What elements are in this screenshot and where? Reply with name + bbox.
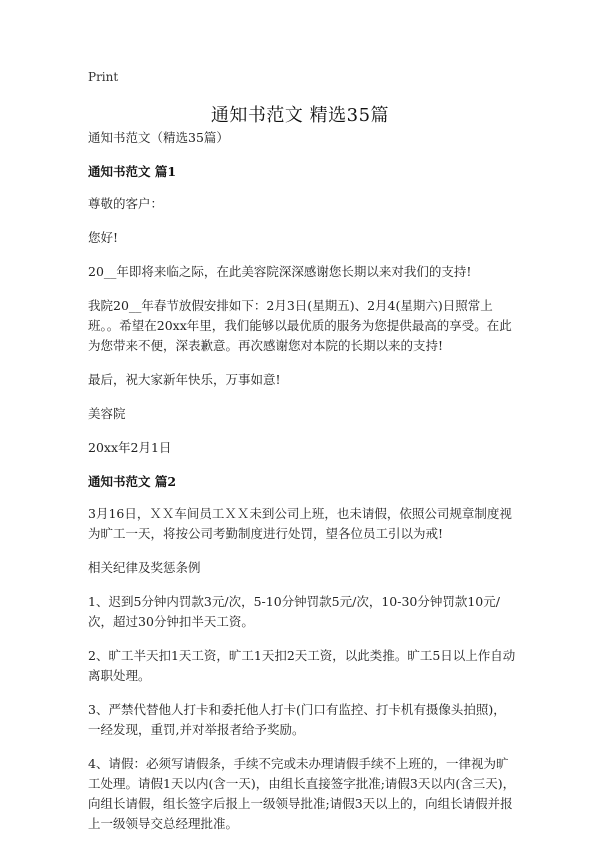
greeting: 您好! [88, 230, 119, 245]
salutation: 尊敬的客户： [88, 196, 164, 211]
list-item: 3、严禁代替他人打卡和委托他人打卡(门口有监控、打卡机有摄像头拍照)，一经发现，重罚,并对举报者给予奖励。 [88, 702, 506, 737]
paragraph: 20__年即将来临之际，在此美容院深深感谢您长期以来对我们的支持! [88, 264, 472, 279]
list-item: 2、旷工半天扣1天工资，旷工1天扣2天工资，以此类推。旷工5日以上作自动离职处理。 [88, 648, 516, 683]
signature-date: 20xx年2月1日 [88, 440, 172, 455]
paragraph: 最后，祝大家新年快乐，万事如意! [88, 372, 281, 387]
paragraph: 我院20__年春节放假安排如下：2月3日(星期五)、2月4(星期六)日照常上班。。希望在20xx年里，我们能够以最优质的服务为您提供最高的享受。在此为您带来不便，深表歉意。再次感谢您对本院的长期以来的支持! [88, 298, 512, 353]
print-label: Print [88, 70, 119, 84]
document-subtitle: 通知书范文（精选35篇） [88, 130, 229, 145]
document-body [88, 128, 518, 847]
paragraph: 相关纪律及奖惩条例 [88, 560, 201, 575]
section-heading-1: 通知书范文 篇1 [88, 164, 177, 179]
section-heading-2: 通知书范文 篇2 [88, 474, 177, 489]
list-item: 4、请假：必须写请假条，手续不完或未办理请假手续不上班的，一律视为旷工处理。请假1天以内(含一天)，由组长直接签字批准;请假3天以内(含三天)，向组长请假，组长签字后报上一级领导批准;请假3天以上的，向组长请假并报上一级领导交总经理批准。 [88, 756, 516, 831]
list-item: 1、迟到5分钟内罚款3元/次，5-10分钟罚款5元/次，10-30分钟罚款10元/次，超过30分钟扣半天工资。 [88, 594, 500, 629]
page-title: 通知书范文 精选35篇 [210, 105, 390, 126]
signature-name: 美容院 [88, 406, 126, 421]
paragraph: 3月16日，ＸＸ车间员工ＸＸ未到公司上班，也未请假，依照公司规章制度视为旷工一天，将按公司考勤制度进行处罚，望各位员工引以为戒! [88, 506, 512, 541]
